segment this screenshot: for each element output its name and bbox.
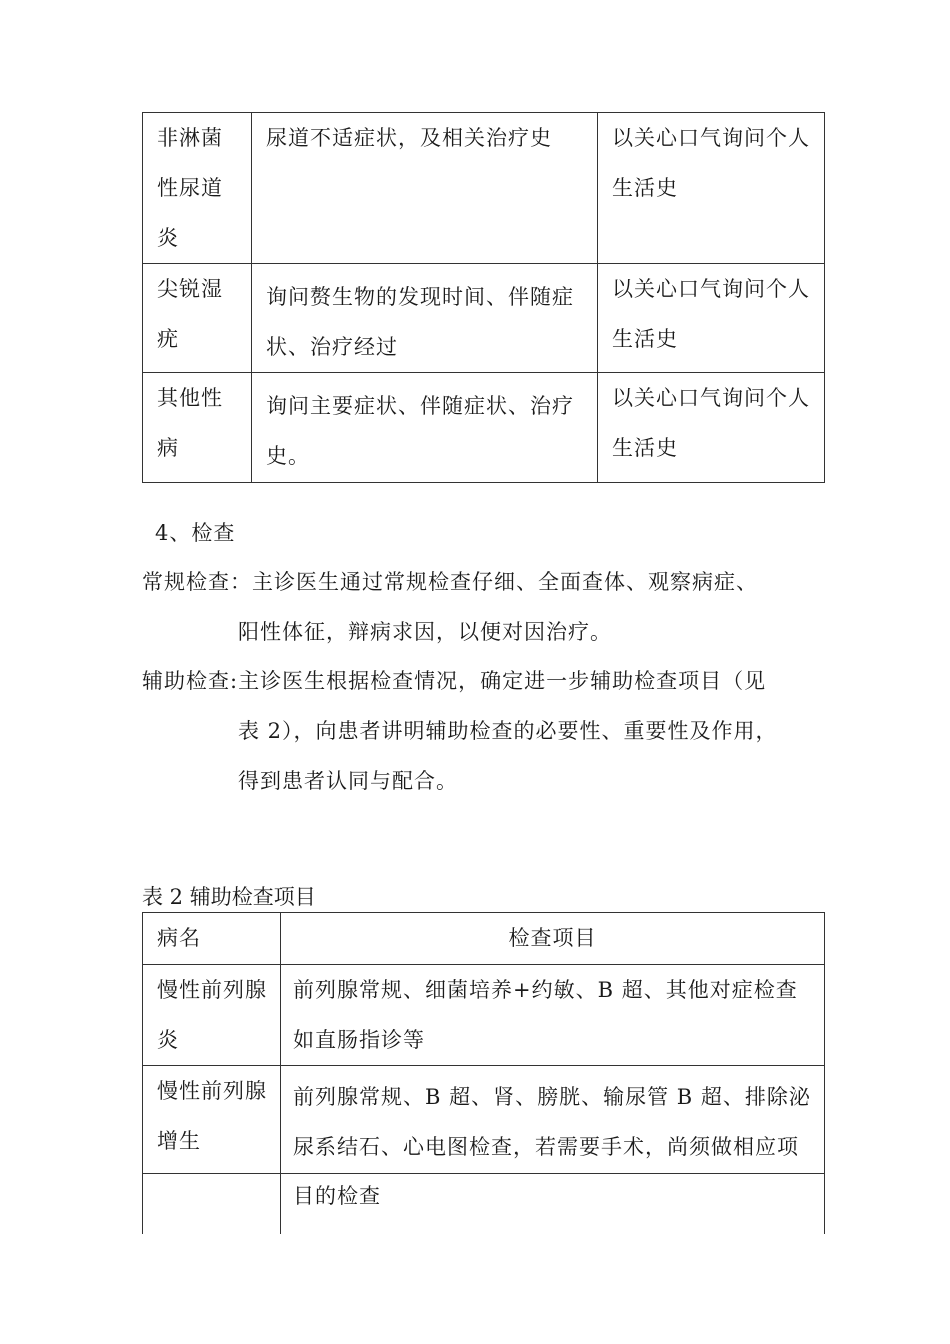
routine-exam-text-cont: 阳性体征，辩病求因，以便对因治疗。 [238,620,612,644]
table-row [143,113,825,264]
table-header-row [143,913,825,965]
aux-exam-text: 主诊医生根据检查情况，确定进一步辅助检查项目（见 [238,669,767,693]
aux-exam-label: 辅助检查: [142,669,239,693]
table-row [143,1174,825,1235]
aux-exam-text-cont: 得到患者认同与配合。 [238,769,458,793]
disease-cell: 非淋菌性尿道炎 [143,113,252,264]
disease-cell: 慢性前列腺炎 [143,965,281,1066]
header-items: 检查项目 [281,913,825,965]
approach-cell: 以关心口气询问个人生活史 [598,113,825,264]
items-cell: 前列腺常规、B 超、肾、膀胱、输尿管 B 超、排除泌尿系结石、心电图检查，若需要手术，尚须做相应项 [281,1066,825,1174]
header-disease: 病名 [143,913,281,965]
section-heading: 4、检查 [155,521,236,545]
disease-cell: 慢性前列腺增生 [143,1066,281,1174]
disease-cell: 其他性病 [143,373,252,483]
approach-cell: 以关心口气询问个人生活史 [598,264,825,373]
disease-cell: 尖锐湿疣 [143,264,252,373]
approach-cell: 以关心口气询问个人生活史 [598,373,825,483]
aux-exam-paragraph [142,656,832,806]
items-cell: 前列腺常规、细菌培养+约敏、B 超、其他对症检查如直肠指诊等 [281,965,825,1066]
routine-exam-paragraph [142,557,822,657]
table-row [143,264,825,373]
items-cell: 目的检查 [281,1174,825,1235]
routine-exam-label: 常规检查： [142,570,252,594]
history-cell: 尿道不适症状，及相关治疗史 [252,113,598,264]
table-row [143,965,825,1066]
table-caption: 表 2 辅助检查项目 [142,885,316,909]
history-table [142,112,825,483]
history-cell: 询问赘生物的发现时间、伴随症状、治疗经过 [252,264,598,373]
table-row [143,373,825,483]
aux-exam-table [142,912,825,1234]
history-cell: 询问主要症状、伴随症状、治疗史。 [252,373,598,483]
table-row [143,1066,825,1174]
routine-exam-text: 主诊医生通过常规检查仔细、全面查体、观察病症、 [252,570,758,594]
disease-cell [143,1174,281,1235]
aux-exam-text-cont: 表 2），向患者讲明辅助检查的必要性、重要性及作用， [238,719,778,743]
